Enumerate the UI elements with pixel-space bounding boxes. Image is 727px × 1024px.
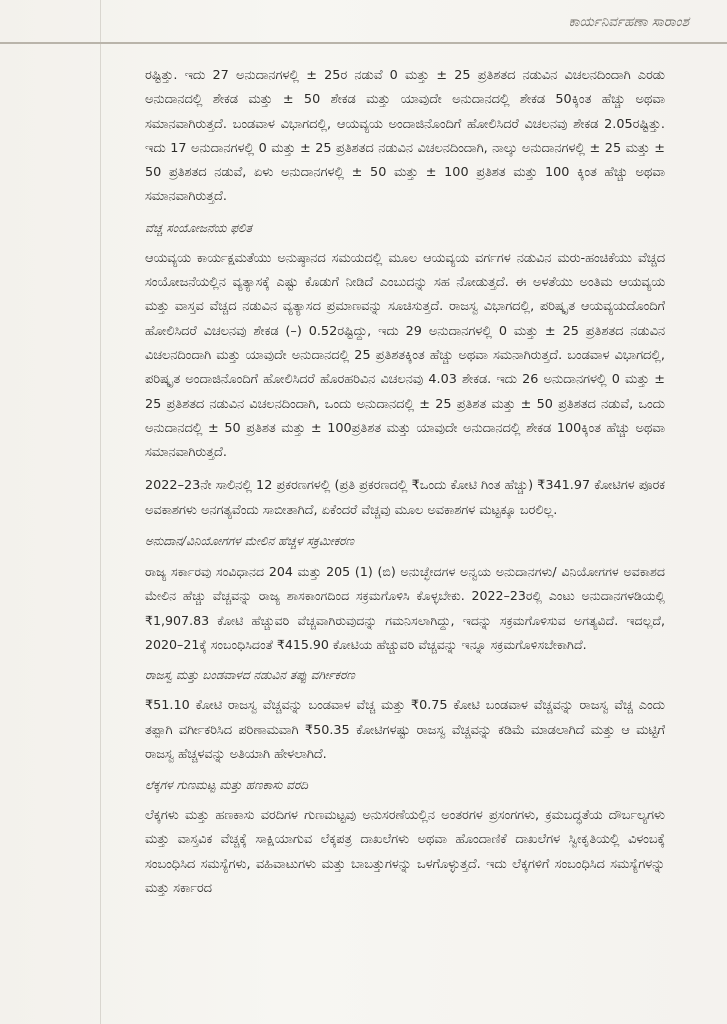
heading-excess-regularisation: ಅನುದಾನ/ವಿನಿಯೋಗಗಳ ಮೇಲಿನ ಹೆಚ್ಚಳ ಸಕ್ರಮೀಕರಣ — [145, 534, 355, 549]
paragraph-budget-deviation: ರಷ್ಟಿತ್ತು. ಇದು 27 ಅನುದಾನಗಳಲ್ಲಿ ± 25ರ ನಡುವೆ 0 ಮತ್ತು ± 25 ಪ್ರತಿಶತದ ನಡುವಿನ ವಿಚಲನದಿಂದಾಗಿ ಎರಡು ಅನುದಾನದಲ್ಲಿ ಶೇಕಡ ಮತ್ತು ± 50 ಶೇಕಡ ಮತ್ತು ಯಾವುದೇ ಅನುದಾನದಲ್ಲಿ ಶೇಕಡ 50ಕ್ಕಿಂತ ಹೆಚ್ಚು ಅಥವಾ ಸಮಾನವಾಗಿರುತ್ತದೆ. ಬಂಡವಾಳ ವಿಭಾಗದಲ್ಲಿ, ಆಯವ್ಯಯ ಅಂದಾಜಿನೊಂದಿಗೆ ಹೋಲಿಸಿದರೆ ವಿಚಲನವು ಶೇಕಡ 2.05ರಷ್ಟಿತ್ತು. ಇದು 17 ಅನುದಾನಗಳಲ್ಲಿ 0 ಮತ್ತು ± 25 ಪ್ರತಿಶತದ ನಡುವಿನ ವಿಚಲನದಿಂದಾಗಿ, ನಾಲ್ಕು ಅನುದಾನಗಳಲ್ಲಿ ± 25 ಮತ್ತು ± 50 ಪ್ರತಿಶತದ ನಡುವೆ, ಏಳು ಅನುದಾನಗಳಲ್ಲಿ ± 50 ಮತ್ತು ± 100 ಪ್ರತಿಶತ ಮತ್ತು 100 ಕ್ಕಿಂತ ಹೆಚ್ಚು ಅಥವಾ ಸಮಾನವಾಗಿರುತ್ತದೆ. — [145, 68, 665, 205]
running-header-title: ಕಾರ್ಯನಿರ್ವಹಣಾ ಸಾರಾಂಶ — [568, 14, 689, 30]
heading-accounts-quality: ಲೆಕ್ಕಗಳ ಗುಣಮಟ್ಟ ಮತ್ತು ಹಣಕಾಸು ವರದಿ — [145, 778, 309, 793]
paragraph-misclassification: ₹51.10 ಕೋಟಿ ರಾಜಸ್ವ ವೆಚ್ಚವನ್ನು ಬಂಡವಾಳ ವೆಚ್ಚ ಮತ್ತು ₹0.75 ಕೋಟಿ ಬಂಡವಾಳ ವೆಚ್ಚವನ್ನು ರಾಜಸ್ವ ವೆಚ್ಚ ಎಂದು ತಪ್ಪಾಗಿ ವರ್ಗೀಕರಿಸಿದ ಪರಿಣಾಮವಾಗಿ ₹50.35 ಕೋಟಿಗಳಷ್ಟು ರಾಜಸ್ವ ವೆಚ್ಚವನ್ನು ಕಡಿಮೆ ಮಾಡಲಾಗಿದೆ ಮತ್ತು ಆ ಮಟ್ಟಿಗೆ ರಾಜಸ್ವ ಹೆಚ್ಚಳವನ್ನು ಅತಿಯಾಗಿ ಹೇಳಲಾಗಿದೆ. — [145, 698, 665, 762]
margin-rule — [100, 0, 101, 1024]
page-body — [145, 64, 665, 910]
paragraph-accounts-quality: ಲೆಕ್ಕಗಳು ಮತ್ತು ಹಣಕಾಸು ವರದಿಗಳ ಗುಣಮಟ್ಟವು ಅನುಸರಣೆಯಲ್ಲಿನ ಅಂತರಗಳ ಪ್ರಸಂಗಗಳು, ಕ್ರಮಬದ್ಧತೆಯ ದೌರ್ಬಲ್ಯಗಳು ಮತ್ತು ವಾಸ್ತವಿಕ ವೆಚ್ಚಕ್ಕೆ ಸಾಕ್ಷಿಯಾಗುವ ಲೆಕ್ಕಪತ್ರ ದಾಖಲೆಗಳು ಅಥವಾ ಹೊಂದಾಣಿಕೆ ದಾಖಲೆಗಳ ಸ್ವೀಕೃತಿಯಲ್ಲಿ ವಿಳಂಬಕ್ಕೆ ಸಂಬಂಧಿಸಿದ ಸಮಸ್ಯೆಗಳು, ವಹಿವಾಟುಗಳು ಮತ್ತು ಬಾಬತ್ತುಗಳನ್ನು ಒಳಗೊಳ್ಳುತ್ತದೆ. ಇದು ಲೆಕ್ಕಗಳಿಗೆ ಸಂಬಂಧಿಸಿದ ಸಮಸ್ಯೆಗಳನ್ನು ಮತ್ತು ಸರ್ಕಾರದ — [145, 808, 665, 897]
heading-expenditure-composition: ವೆಚ್ಚ ಸಂಯೋಜನೆಯ ಫಲಿತ — [145, 220, 253, 235]
header-rule — [0, 42, 727, 44]
paragraph-supplementary-provisions: 2022–23ನೇ ಸಾಲಿನಲ್ಲಿ 12 ಪ್ರಕರಣಗಳಲ್ಲಿ (ಪ್ರತಿ ಪ್ರಕರಣದಲ್ಲಿ ₹ಒಂದು ಕೋಟಿ ಗಿಂತ ಹೆಚ್ಚು) ₹341.97 ಕೋಟಿಗಳ ಪೂರಕ ಅವಕಾಶಗಳು ಅನಗತ್ಯವೆಂದು ಸಾಬೀತಾಗಿದೆ, ಏಕೆಂದರೆ ವೆಚ್ಚವು ಮೂಲ ಅವಕಾಶಗಳ ಮಟ್ಟಕ್ಕೂ ಬರಲಿಲ್ಲ. — [145, 478, 665, 518]
heading-misclassification: ರಾಜಸ್ವ ಮತ್ತು ಬಂಡವಾಳದ ನಡುವಿನ ತಪ್ಪು ವರ್ಗೀಕರಣ — [145, 668, 355, 683]
paragraph-excess-regularisation: ರಾಜ್ಯ ಸರ್ಕಾರವು ಸಂವಿಧಾನದ 204 ಮತ್ತು 205 (1) (ಬಿ) ಅನುಚ್ಛೇದಗಳ ಅನ್ವಯ ಅನುದಾನಗಳು/ ವಿನಿಯೋಗಗಳ ಅವಕಾಶದ ಮೇಲಿನ ಹೆಚ್ಚು ವೆಚ್ಚವನ್ನು ರಾಜ್ಯ ಶಾಸಕಾಂಗದಿಂದ ಸಕ್ರಮಗೊಳಿಸಿ ಕೊಳ್ಳಬೇಕು. 2022–23ರಲ್ಲಿ ಎಂಟು ಅನುದಾನಗಳಡಿಯಲ್ಲಿ ₹1,907.83 ಕೋಟಿ ಹೆಚ್ಚುವರಿ ವೆಚ್ಚವಾಗಿರುವುದನ್ನು ಗಮನಿಸಲಾಗಿದ್ದು, ಇದನ್ನು ಸಕ್ರಮಗೊಳಿಸುವ ಅಗತ್ಯವಿದೆ. ಇದಲ್ಲದೆ, 2020–21ಕ್ಕೆ ಸಂಬಂಧಿಸಿದಂತೆ ₹415.90 ಕೋಟಿಯ ಹೆಚ್ಚುವರಿ ವೆಚ್ಚವನ್ನು ಇನ್ನೂ ಸಕ್ರಮಗೊಳಿಸಬೇಕಾಗಿದೆ. — [145, 564, 665, 652]
paragraph-expenditure-composition: ಆಯವ್ಯಯ ಕಾರ್ಯಕ್ಷಮತೆಯು ಅನುಷ್ಠಾನದ ಸಮಯದಲ್ಲಿ ಮೂಲ ಆಯವ್ಯಯ ವರ್ಗಗಳ ನಡುವಿನ ಮರು-ಹಂಚಿಕೆಯು ವೆಚ್ಚದ ಸಂಯೋಜನೆಯಲ್ಲಿನ ವ್ಯತ್ಯಾಸಕ್ಕೆ ಎಷ್ಟು ಕೊಡುಗೆ ನೀಡಿದೆ ಎಂಬುದನ್ನು ಸಹ ನೋಡುತ್ತದೆ. ಈ ಅಳತೆಯು ಅಂತಿಮ ಆಯವ್ಯಯ ಮತ್ತು ವಾಸ್ತವ ವೆಚ್ಚದ ನಡುವಿನ ವ್ಯತ್ಯಾಸದ ಪ್ರಮಾಣವನ್ನು ಸೂಚಿಸುತ್ತದೆ. ರಾಜಸ್ವ ವಿಭಾಗದಲ್ಲಿ, ಪರಿಷ್ಕೃತ ಆಯವ್ಯಯದೊಂದಿಗೆ ಹೋಲಿಸಿದರೆ ವಿಚಲನವು ಶೇಕಡ (–) 0.52ರಷ್ಟಿದ್ದು, ಇದು 29 ಅನುದಾನಗಳಲ್ಲಿ 0 ಮತ್ತು ± 25 ಪ್ರತಿಶತದ ನಡುವಿನ ವಿಚಲನದಿಂದಾಗಿ ಮತ್ತು ಯಾವುದೇ ಅನುದಾನದಲ್ಲಿ 25 ಪ್ರತಿಶತಕ್ಕಿಂತ ಹೆಚ್ಚು ಅಥವಾ ಸಮನಾಗಿರುತ್ತದೆ. ಬಂಡವಾಳ ವಿಭಾಗದಲ್ಲಿ, ಪರಿಷ್ಕೃತ ಅಂದಾಜಿನೊಂದಿಗೆ ಹೋಲಿಸಿದರೆ ಹೊರಹರಿವಿನ ವಿಚಲನವು 4.03 ಶೇಕಡ. ಇದು 26 ಅನುದಾನಗಳಲ್ಲಿ 0 ಮತ್ತು ± 25 ಪ್ರತಿಶತದ ನಡುವಿನ ವಿಚಲನದಿಂದಾಗಿ, ಒಂದು ಅನುದಾನದಲ್ಲಿ ± 25 ಪ್ರತಿಶತ ಮತ್ತು ± 50 ಪ್ರತಿಶತದ ನಡುವೆ, ಒಂದು ಅನುದಾನದಲ್ಲಿ ± 50 ಪ್ರತಿಶತ ಮತ್ತು ± 100ಪ್ರತಿಶತ ಮತ್ತು ಯಾವುದೇ ಅನುದಾನದಲ್ಲಿ ಶೇಕಡ 100ಕ್ಕಿಂತ ಹೆಚ್ಚು ಅಥವಾ ಸಮಾನವಾಗಿರುತ್ತದೆ. — [145, 250, 665, 461]
